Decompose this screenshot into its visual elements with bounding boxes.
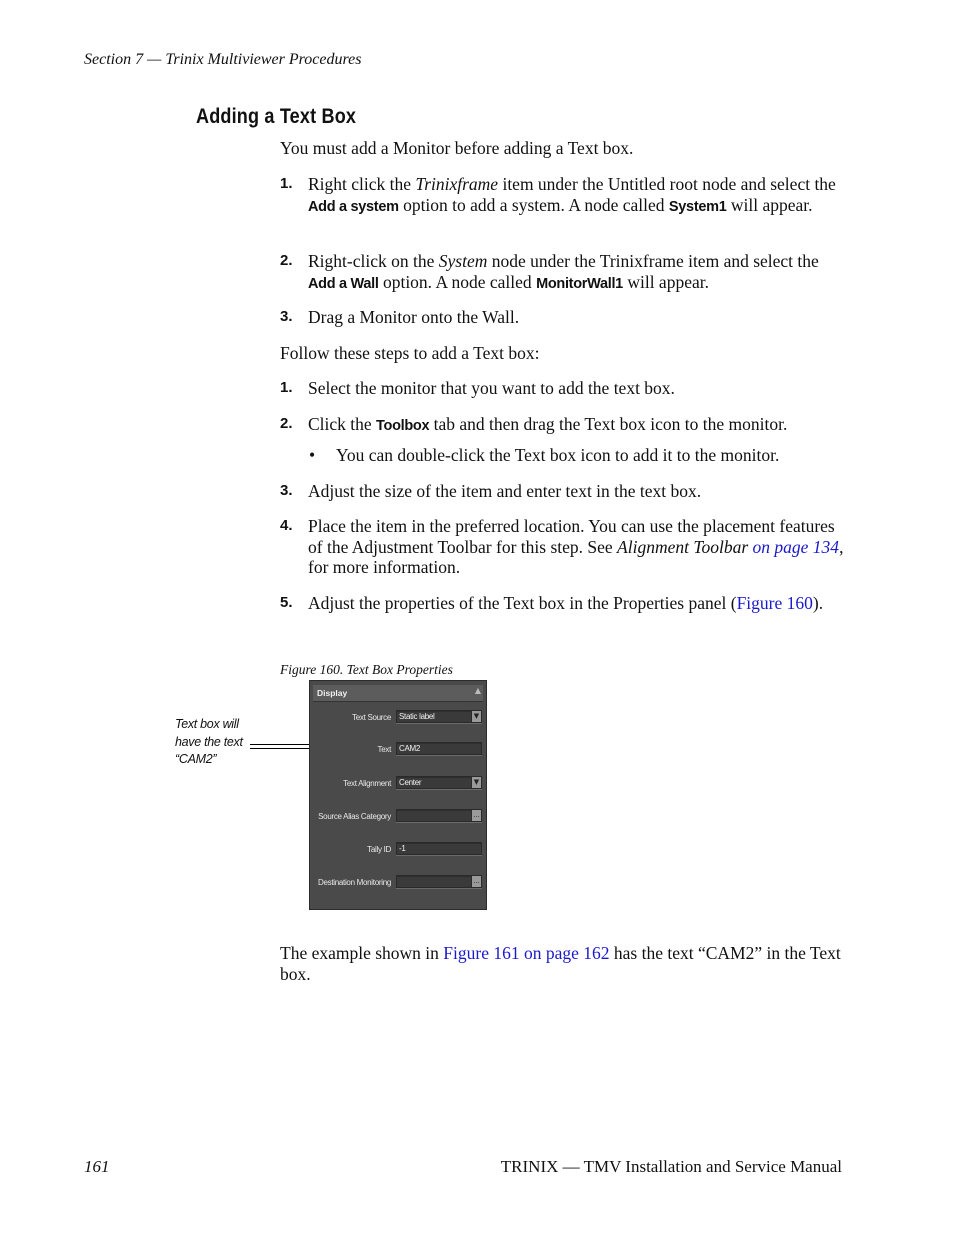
text-run: Right-click on the [308, 251, 439, 271]
step-text: Select the monitor that you want to add the text box. [308, 378, 675, 398]
text-source-dropdown[interactable] [396, 710, 482, 723]
chevron-down-icon[interactable]: ▼ [471, 777, 481, 788]
step-text [308, 593, 848, 614]
ui-command: System1 [668, 198, 727, 215]
step-text: Drag a Monitor onto the Wall. [308, 307, 520, 327]
text-run: has the text “CAM2” in the Text box. [280, 943, 841, 984]
cross-reference-title: Alignment Toolbar [617, 536, 749, 557]
chevron-down-icon[interactable]: ▼ [471, 711, 481, 722]
text-run: Click the [308, 414, 377, 434]
text-run: item under the Untitled root node and select the [498, 174, 836, 194]
prop-label-text-source: Text Source [352, 713, 391, 722]
step-text [308, 414, 848, 437]
callout-line: have the text [175, 734, 243, 749]
prop-label-text-alignment: Text Alignment [343, 779, 391, 788]
prop-label-source-alias-category: Source Alias Category [318, 812, 391, 821]
text-run: Right click the [308, 174, 416, 194]
ellipsis-icon[interactable]: ... [471, 876, 481, 887]
page-link[interactable]: on page 134 [752, 536, 840, 557]
text-run: will appear. [622, 271, 709, 292]
tally-id-input[interactable] [396, 842, 482, 855]
step-number: 3. [280, 308, 293, 325]
text-input[interactable] [396, 742, 482, 755]
bullet-icon: • [309, 445, 316, 465]
text-run: ). [812, 593, 824, 613]
page-number: 161 [84, 1157, 110, 1176]
figure-callout [175, 716, 243, 769]
bullet-text: You can double-click the Text box icon to add it to the monitor. [336, 445, 780, 465]
figure-link[interactable]: Figure 160 [736, 593, 813, 613]
text-run: node under the Trinixframe item and select the [487, 251, 819, 271]
callout-line: “CAM2” [175, 752, 217, 766]
field-value: CAM2 [399, 744, 421, 753]
step-number: 1. [280, 379, 293, 396]
text-run: option. A node called [378, 271, 537, 292]
text-run: option to add a system. A node called [398, 194, 669, 215]
follow-paragraph: Follow these steps to add a Text box: [280, 343, 540, 363]
figure-link[interactable]: Figure 161 on page 162 [443, 943, 610, 963]
ui-term-italic: Trinixframe [415, 174, 499, 194]
ui-command: Add a Wall [308, 275, 379, 292]
figure-caption: Figure 160. Text Box Properties [280, 662, 453, 677]
step-text [308, 174, 848, 217]
ui-command: Toolbox [376, 418, 430, 434]
page-title: Adding a Text Box [196, 105, 357, 128]
field-value: Center [399, 778, 422, 787]
text-run: The example shown in [280, 943, 444, 963]
properties-panel-screenshot [309, 680, 487, 910]
closing-paragraph [280, 943, 845, 984]
ui-command: Add a system [308, 198, 399, 215]
step-number: 4. [280, 517, 293, 534]
prop-label-text: Text [377, 745, 391, 754]
text-run: tab and then drag the Text box icon to the monitor. [429, 414, 788, 434]
text-run: , for more information. [308, 536, 844, 577]
step-number: 2. [280, 252, 293, 269]
panel-title: Display [317, 688, 348, 698]
destination-monitoring-field[interactable] [396, 875, 482, 888]
text-alignment-dropdown[interactable] [396, 776, 482, 789]
step-number: 2. [280, 415, 293, 432]
running-header: Section 7 — Trinix Multiviewer Procedures [84, 51, 362, 68]
source-alias-category-field[interactable] [396, 809, 482, 822]
ellipsis-icon[interactable]: ... [471, 810, 481, 821]
ui-term-italic: System [438, 251, 488, 271]
text-run: will appear. [726, 194, 813, 215]
step-number: 3. [280, 482, 293, 499]
ui-command: MonitorWall1 [536, 275, 623, 292]
step-text: Adjust the size of the item and enter text in the text box. [308, 481, 702, 501]
step-text [308, 251, 848, 294]
step-number: 1. [280, 175, 293, 192]
text-run: Place the item in the preferred location. You can use the placement features of the Adjustment Toolbar for this step. See [308, 516, 835, 557]
collapse-icon[interactable]: ▲ [474, 686, 481, 695]
field-value: Static label [399, 712, 435, 721]
prop-label-tally-id: Tally ID [367, 845, 391, 854]
intro-paragraph: You must add a Monitor before adding a Text box. [280, 138, 634, 158]
field-value: -1 [399, 844, 406, 853]
manual-title-footer: TRINIX — TMV Installation and Service Manual [500, 1157, 842, 1176]
panel-header[interactable] [313, 685, 483, 702]
step-text [308, 516, 848, 578]
callout-line: Text box will [175, 717, 239, 731]
prop-label-destination-monitoring: Destination Monitoring [318, 878, 391, 887]
text-run: Adjust the properties of the Text box in the Properties panel ( [308, 593, 737, 613]
step-number: 5. [280, 594, 293, 611]
